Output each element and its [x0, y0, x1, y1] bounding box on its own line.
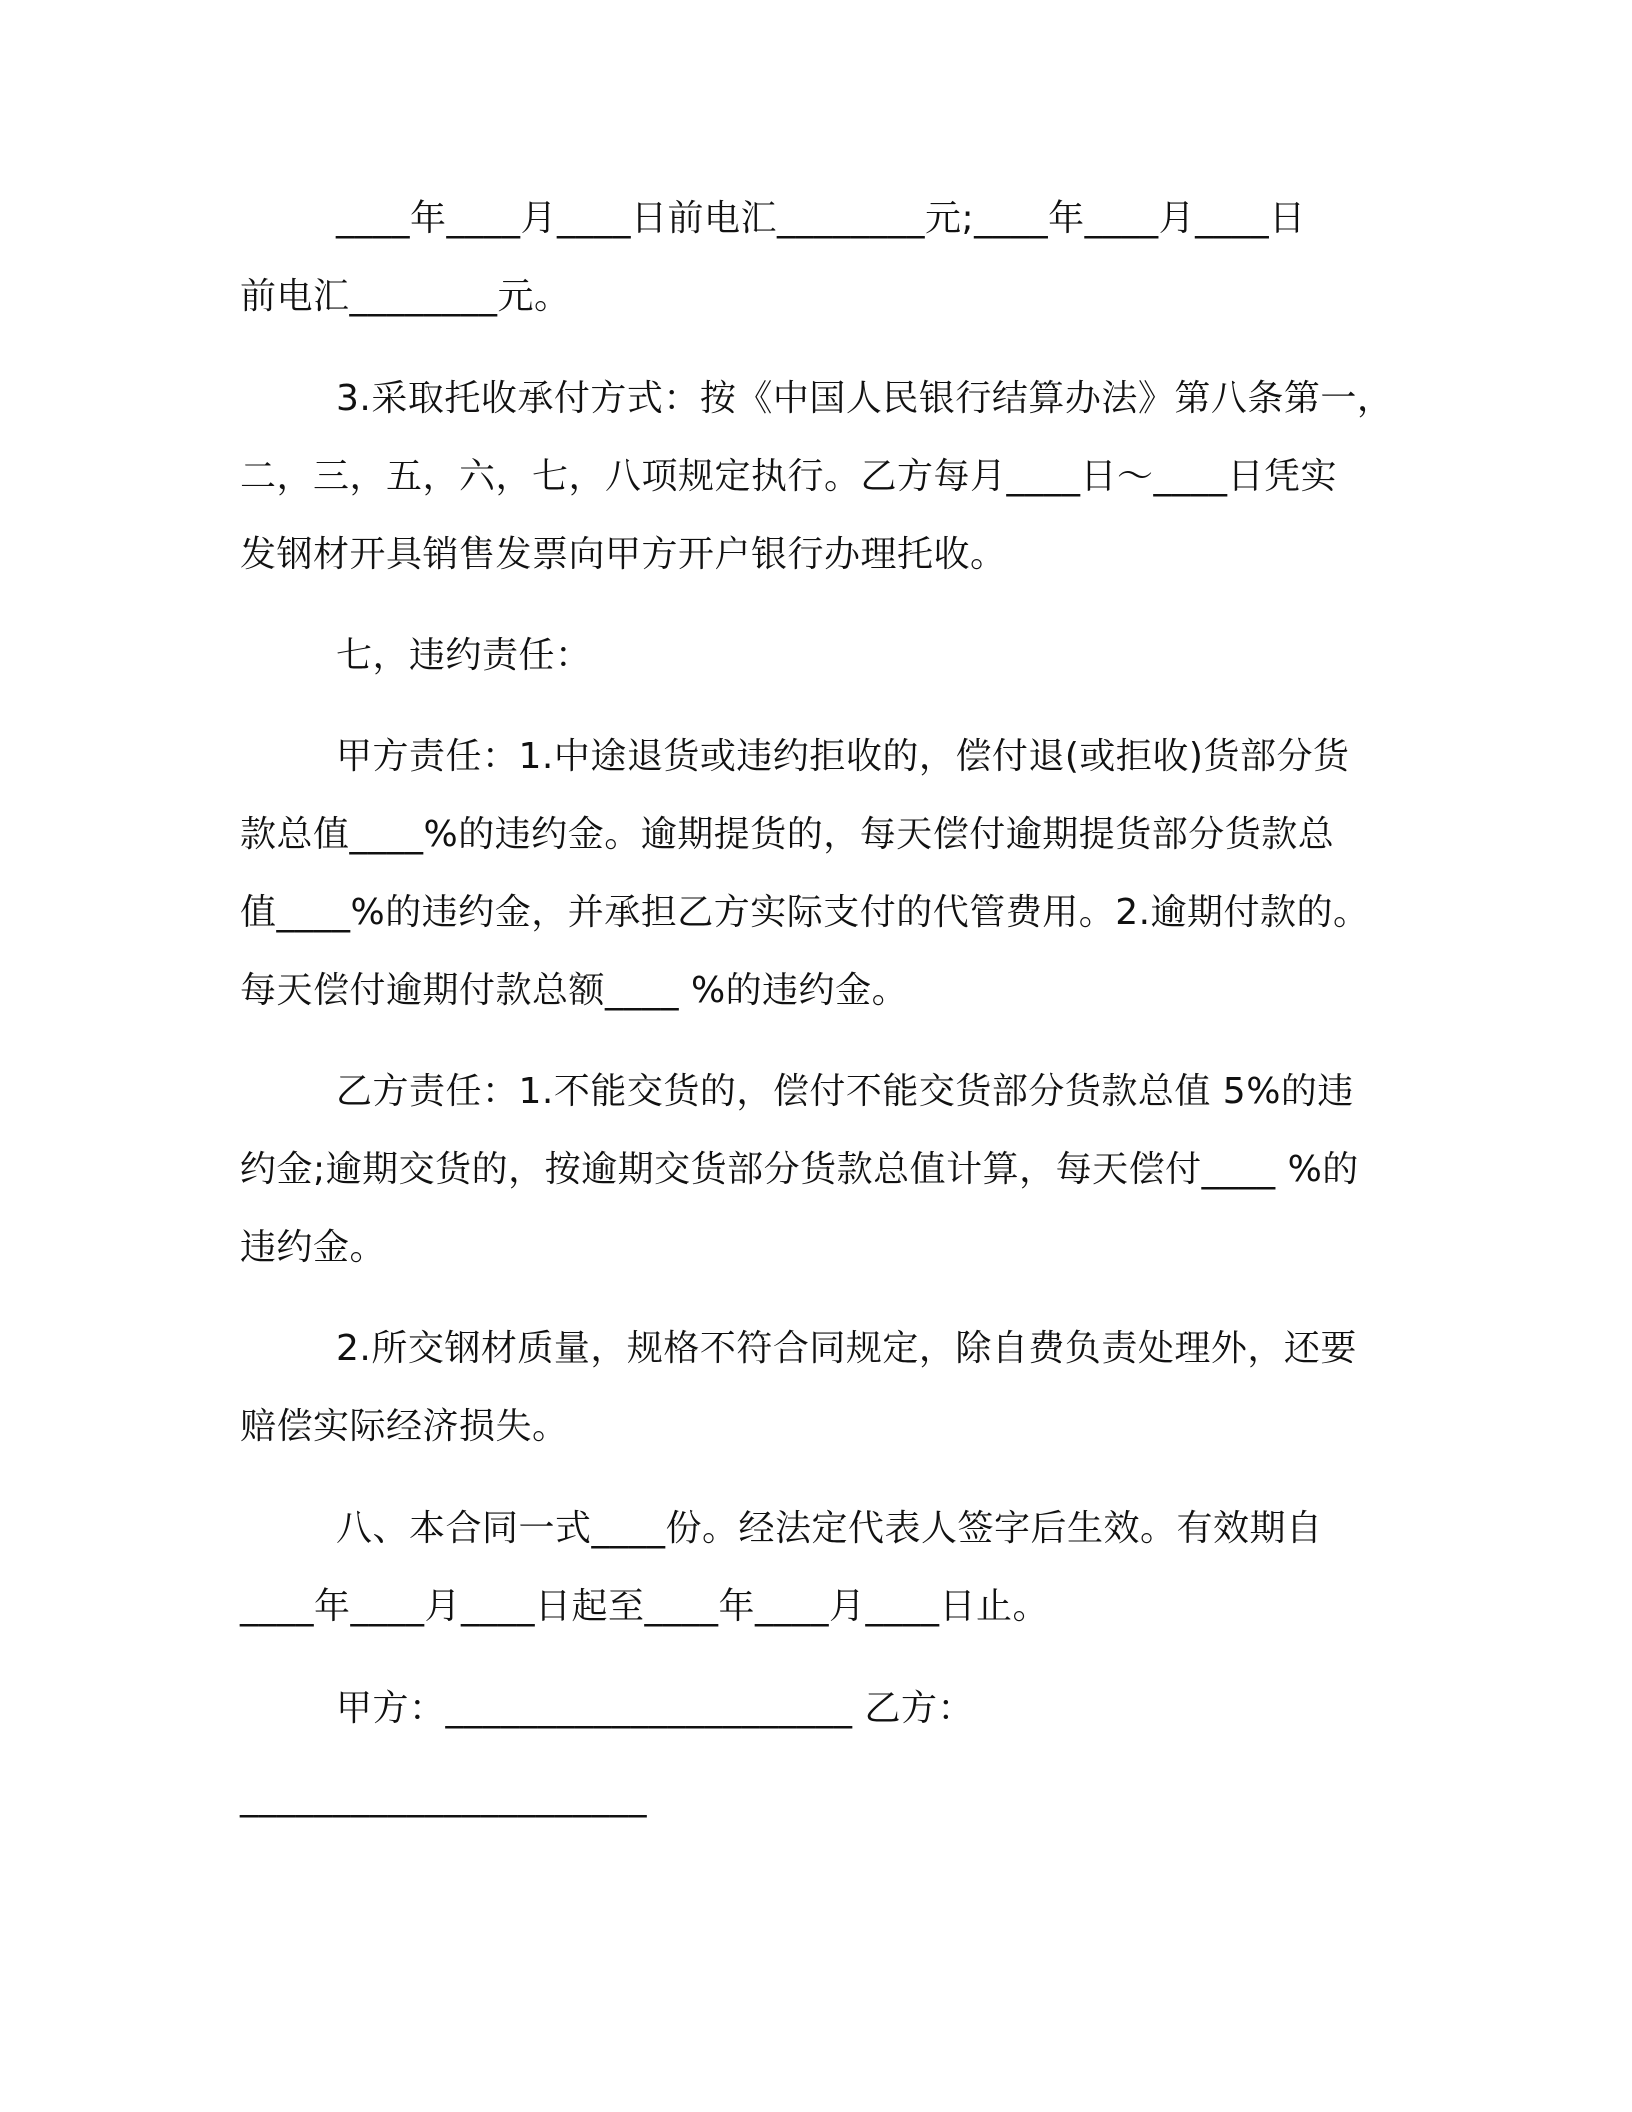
party-b-liability-line-3: 违约金。	[240, 1227, 387, 1268]
collection-method-line-1: 3.采取托收承付方式：按《中国人民银行结算办法》第八条第一，	[336, 378, 1394, 419]
contract-copies-line-2: ____年____月____日起至____年____月____日止。	[240, 1586, 1050, 1627]
party-a-liability-line-1: 甲方责任：1.中途退货或违约拒收的，偿付退(或拒收)货部分货	[336, 736, 1350, 777]
payment-schedule-line-1: ____年____月____日前电汇________元;____年____月____日	[336, 198, 1306, 239]
signature-line: 甲方：______________________ 乙方：	[336, 1688, 974, 1729]
collection-method-line-2: 二，三，五，六，七，八项规定执行。乙方每月____日～____日凭实	[240, 456, 1338, 497]
party-a-liability-line-3: 值____%的违约金，并承担乙方实际支付的代管费用。2.逾期付款的。	[240, 892, 1370, 933]
party-a-liability-line-2: 款总值____%的违约金。逾期提货的，每天偿付逾期提货部分货款总	[240, 814, 1335, 855]
collection-method-line-3: 发钢材开具销售发票向甲方开户银行办理托收。	[240, 534, 1007, 575]
contract-copies-line-1: 八、本合同一式____份。经法定代表人签字后生效。有效期自	[336, 1508, 1323, 1549]
party-a-liability-line-4: 每天偿付逾期付款总额____ %的违约金。	[240, 970, 909, 1011]
payment-schedule-line-2: 前电汇________元。	[240, 276, 571, 317]
party-b-liability-line-1: 乙方责任：1.不能交货的，偿付不能交货部分货款总值 5%的违	[336, 1071, 1354, 1112]
quality-liability-line-2: 赔偿实际经济损失。	[240, 1406, 569, 1447]
signature-blank-line: ______________________	[240, 1777, 647, 1818]
party-b-liability-line-2: 约金;逾期交货的，按逾期交货部分货款总值计算，每天偿付____ %的	[240, 1149, 1359, 1190]
quality-liability-line-1: 2.所交钢材质量，规格不符合同规定，除自费负责处理外，还要	[336, 1328, 1357, 1369]
liability-heading: 七，违约责任：	[336, 635, 592, 676]
